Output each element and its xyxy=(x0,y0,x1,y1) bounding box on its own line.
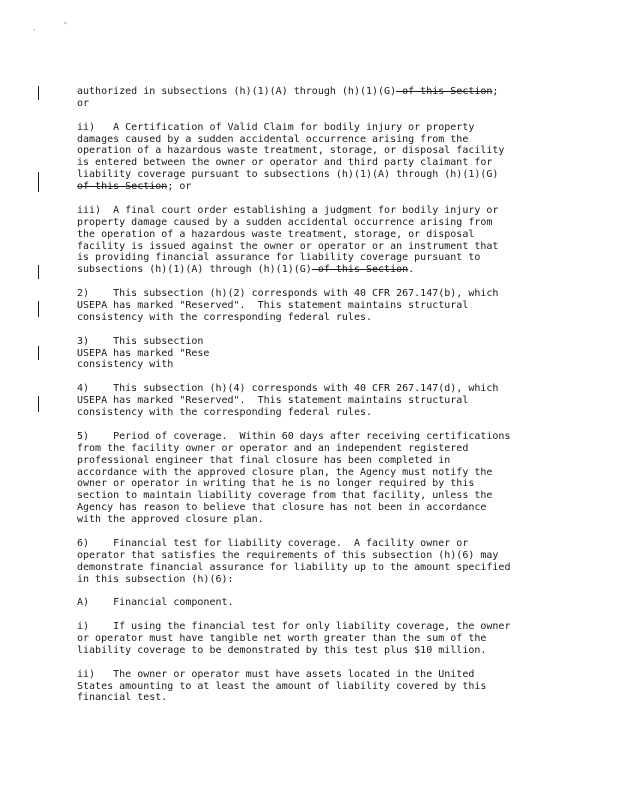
text-segment: consistency with xyxy=(77,359,174,371)
scan-speck: " xyxy=(63,21,68,30)
paragraph-p4 xyxy=(77,288,547,324)
paragraph-p5 xyxy=(77,336,547,372)
struck-text: of this Section xyxy=(311,264,409,276)
text-line xyxy=(77,633,547,645)
text-segment: 2) This subsection (h)(2) corresponds with 40 CFR 267.147(b), which xyxy=(77,288,499,300)
revision-bar xyxy=(38,346,39,360)
struck-text: of this Section xyxy=(396,86,493,97)
text-line xyxy=(77,252,547,264)
revision-bar xyxy=(38,301,39,317)
text-line xyxy=(77,562,547,574)
text-line xyxy=(77,443,547,455)
text-line xyxy=(77,169,547,181)
text-segment: liability coverage pursuant to subsections (h)(1)(A) through (h)(1)(G) xyxy=(77,169,499,181)
text-segment: USEPA has marked "Rese xyxy=(77,347,210,359)
text-segment: A) Financial component. xyxy=(77,597,234,609)
text-line xyxy=(77,229,547,241)
text-segment: 6) Financial test for liability coverage. A facility owner or xyxy=(77,537,469,549)
text-line xyxy=(77,490,547,502)
paragraph-p2 xyxy=(77,122,547,193)
text-line xyxy=(77,98,547,110)
text-line xyxy=(77,288,547,300)
text-line xyxy=(77,669,547,681)
text-line xyxy=(77,300,547,312)
text-line xyxy=(77,264,547,276)
text-segment: owner or operator in writing that he is no longer required by this xyxy=(77,478,475,490)
text-line xyxy=(77,145,547,157)
text-segment: 3) This subsection xyxy=(77,335,204,347)
text-line xyxy=(77,514,547,526)
text-line xyxy=(77,157,547,169)
text-line xyxy=(77,692,547,704)
text-segment: 5) Period of coverage. Within 60 days after receiving certifications xyxy=(77,430,511,442)
paragraph-p6 xyxy=(77,383,547,419)
text-line xyxy=(77,681,547,693)
text-segment: ii) The owner or operator must have assets located in the United xyxy=(77,668,475,680)
revision-bar xyxy=(38,396,39,412)
text-segment: authorized in subsections (h)(1)(A) through (h)(1)(G) xyxy=(77,86,397,97)
revision-bar xyxy=(38,172,39,192)
text-segment: demonstrate financial assurance for liability up to the amount specified xyxy=(77,561,511,573)
text-line xyxy=(77,241,547,253)
text-segment: i) If using the financial test for only liability coverage, the owner xyxy=(77,621,511,633)
text-segment: iii) A final court order establishing a judgment for bodily injury or xyxy=(77,204,499,216)
text-line xyxy=(77,597,547,609)
paragraph-p11 xyxy=(77,669,547,705)
text-segment: ii) A Certification of Valid Claim for bodily injury or property xyxy=(77,121,475,133)
revision-bar xyxy=(38,86,39,100)
text-segment: ; or xyxy=(167,181,192,193)
text-line xyxy=(77,359,547,371)
text-segment: operation of a hazardous waste treatment, storage, or disposal facility xyxy=(77,145,505,157)
revision-bar xyxy=(38,265,39,279)
text-segment: or xyxy=(77,97,90,109)
paragraph-p3 xyxy=(77,205,547,276)
text-line xyxy=(77,478,547,490)
text-line xyxy=(77,312,547,324)
text-segment: from the facility owner or operator and an independent registered xyxy=(77,442,469,454)
text-line xyxy=(77,538,547,550)
text-segment: USEPA has marked "Reserved". This statement maintains structural xyxy=(77,300,469,312)
text-segment: or operator must have tangible net worth greater than the sum of the xyxy=(77,632,487,644)
text-segment: consistency with the corresponding federal rules. xyxy=(77,407,373,419)
text-segment: States amounting to at least the amount of liability covered by this xyxy=(77,680,487,692)
text-segment: in this subsection (h)(6): xyxy=(77,573,234,585)
text-line xyxy=(77,407,547,419)
paragraph-p9 xyxy=(77,597,547,609)
paragraph-p1 xyxy=(77,86,547,110)
text-line xyxy=(77,383,547,395)
text-segment: 4) This subsection (h)(4) corresponds with 40 CFR 267.147(d), which xyxy=(77,383,499,395)
text-line xyxy=(77,455,547,467)
text-segment: facility is issued against the owner or operator or an instrument that xyxy=(77,240,499,252)
text-line xyxy=(77,86,547,98)
text-segment: Agency has reason to believe that closure has not been in accordance xyxy=(77,502,487,514)
text-line xyxy=(77,431,547,443)
text-segment: . xyxy=(408,264,415,276)
text-line xyxy=(77,122,547,134)
text-line xyxy=(77,205,547,217)
text-segment: operator that satisfies the requirements of this subsection (h)(6) may xyxy=(77,549,499,561)
text-segment: USEPA has marked "Reserved". This statement maintains structural xyxy=(77,395,469,407)
paragraph-p7 xyxy=(77,431,547,526)
text-segment: is entered between the owner or operator and third party claimant for xyxy=(77,157,493,169)
text-line xyxy=(77,395,547,407)
text-segment: is providing financial assurance for liability coverage pursuant to xyxy=(77,252,481,264)
struck-text: of this Section xyxy=(77,181,168,193)
text-line xyxy=(77,181,547,193)
text-segment: section to maintain liability coverage from that facility, unless the xyxy=(77,490,493,502)
text-segment: the operation of a hazardous waste treatment, storage, or disposal xyxy=(77,228,475,240)
text-line xyxy=(77,574,547,586)
text-line xyxy=(77,467,547,479)
text-line xyxy=(77,336,547,348)
text-segment: accordance with the approved closure plan, the Agency must notify the xyxy=(77,466,493,478)
text-line xyxy=(77,217,547,229)
text-segment: liability coverage to be demonstrated by this test plus $10 million. xyxy=(77,644,487,656)
text-line xyxy=(77,645,547,657)
scan-speck: ' xyxy=(32,28,37,37)
paragraph-p10 xyxy=(77,621,547,657)
text-segment: financial test. xyxy=(77,692,168,704)
text-segment: subsections (h)(1)(A) through (h)(1)(G) xyxy=(77,264,312,276)
text-line xyxy=(77,550,547,562)
paragraph-p8 xyxy=(77,538,547,586)
text-line xyxy=(77,134,547,146)
text-line xyxy=(77,621,547,633)
text-line xyxy=(77,502,547,514)
text-segment: damages caused by a sudden accidental occurrence arising from the xyxy=(77,133,469,145)
text-segment: ; xyxy=(492,86,499,97)
text-segment: with the approved closure plan. xyxy=(77,514,264,526)
text-segment: consistency with the corresponding federal rules. xyxy=(77,311,373,323)
text-line xyxy=(77,348,547,360)
text-segment: property damage caused by a sudden accidental occurrence arising from xyxy=(77,216,493,228)
document-body xyxy=(77,86,547,716)
text-segment: professional engineer that final closure has been completed in xyxy=(77,454,451,466)
